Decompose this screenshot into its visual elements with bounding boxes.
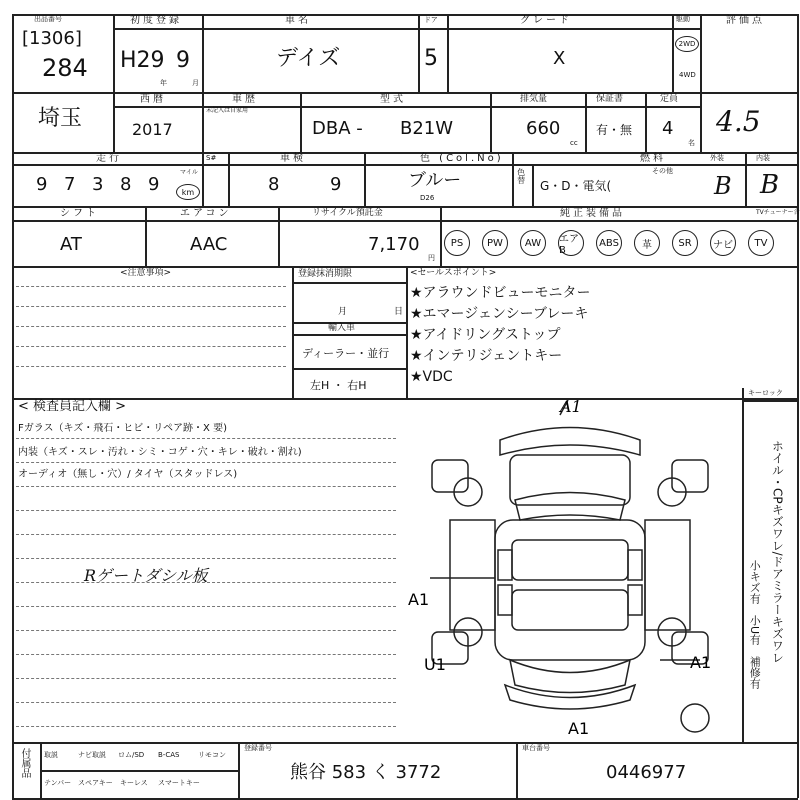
accessories-label: 付属品 <box>19 748 30 778</box>
ac: AAC <box>190 234 228 255</box>
color-no: D26 <box>420 194 435 202</box>
equipment-item: 革 <box>634 230 660 256</box>
displacement-label: 排気量 <box>520 94 548 104</box>
color-label: 色 (Col.No) <box>420 153 504 164</box>
sales-point: ★インテリジェントキー <box>410 348 563 364</box>
inspector-title: < 検査員記入欄 > <box>18 399 127 414</box>
exterior: B <box>714 172 732 200</box>
ac-label: エアコン <box>180 208 232 219</box>
capacity-label: 定員 <box>660 94 679 104</box>
interior-label: 内装 <box>756 154 770 162</box>
model: B21W <box>400 118 454 139</box>
equipment-item: AW <box>520 230 546 256</box>
inspection-year: 8 <box>268 174 280 195</box>
steering-label: 左H ・ 右H <box>310 379 367 392</box>
equipment-item: SR <box>672 230 698 256</box>
recycle-label: リサイクル預託金 <box>312 208 383 218</box>
drive-label: 駆動 <box>676 15 690 23</box>
drive-4wd: 4WD <box>679 71 696 79</box>
car-name-label: 車名 <box>285 15 311 26</box>
score: 4.5 <box>716 105 761 138</box>
sales-point: ★エマージェンシーブレーキ <box>410 306 589 322</box>
diagram-mark-left-rear: U1 <box>424 655 446 674</box>
frame-right <box>797 14 799 798</box>
lot-code: [1306] <box>22 28 82 49</box>
sales-point: ★アイドリングストップ <box>410 327 561 343</box>
inspector-line2: 内装（キズ・スレ・汚れ・シミ・コゲ・穴・キレ・破れ・割れ) <box>18 447 302 458</box>
mileage-digit: 9 <box>36 174 48 195</box>
exterior-label: 外装 <box>710 154 724 162</box>
equipment-label: 純正装備品 <box>560 208 625 219</box>
mileage-digit: 3 <box>92 174 104 195</box>
sharp-label: S# <box>206 154 217 162</box>
model-label: 型式 <box>380 94 406 105</box>
sales-label: <セールスポイント> <box>410 268 497 278</box>
grade: X <box>553 48 566 69</box>
mileage-label: 走行 <box>96 153 122 164</box>
sales-point: ★アラウンドビューモニター <box>410 285 591 301</box>
recycle-unit: 円 <box>428 254 435 262</box>
doors-label: ドア <box>424 16 438 24</box>
plate-label: 登録番号 <box>244 744 272 752</box>
frame-left <box>12 14 14 798</box>
accessory-item: テンパー <box>44 779 72 787</box>
handwritten-note: Rゲートダシル板 <box>84 566 208 585</box>
accessory-item: スマートキー <box>158 779 200 787</box>
tuner-label: TVチューナー含 <box>756 209 800 216</box>
fuel-other: その他 <box>652 167 673 175</box>
color-change-label: 色替 <box>516 168 526 184</box>
equipment-item: エアB <box>558 230 584 256</box>
import-label: 輸入車 <box>328 323 356 333</box>
capacity: 4 <box>662 118 674 139</box>
inspector-line3: オーディオ（無し・穴）/ タイヤ（スタッドレス) <box>18 469 238 480</box>
warranty: 有・無 <box>596 123 633 137</box>
diagram-mark-right-rear: A1 <box>690 653 712 672</box>
chassis: 0446977 <box>606 762 687 783</box>
mileage-unit-km-circled: km <box>176 184 200 200</box>
capacity-unit: 名 <box>688 139 695 147</box>
car-diagram <box>400 400 740 740</box>
year-label: 西暦 <box>140 94 166 105</box>
accessory-item: リモコン <box>198 751 226 759</box>
fuel-label: 燃料 <box>640 153 666 164</box>
first-reg-label: 初度登録 <box>130 15 182 26</box>
year-unit: 年 <box>160 79 167 87</box>
inspection-month: 9 <box>330 174 342 195</box>
doors: 5 <box>424 46 438 71</box>
equipment-item: ナビ <box>710 230 736 256</box>
warranty-label: 保証書 <box>596 94 624 104</box>
displacement-unit: cc <box>570 139 578 147</box>
side-note-1: ホイル・CPキズワレ/ドアミラーキズワレ <box>770 440 785 664</box>
deadline-day: 日 <box>394 307 404 317</box>
history-label: 車歴 <box>232 94 258 105</box>
shift-label: シフト <box>60 208 99 219</box>
mileage-digit: 9 <box>148 174 160 195</box>
diagram-mark-front: A1 <box>560 400 582 416</box>
drive-2wd-circled: 2WD <box>675 36 699 52</box>
caution-label: <注意事項> <box>120 268 172 278</box>
displacement: 660 <box>526 118 561 139</box>
inspector-line1: Fガラス（キズ・飛石・ヒビ・リペア跡・X 要) <box>18 423 227 434</box>
stock-label: 出品番号 <box>34 15 62 23</box>
first-reg-value: H29 <box>120 48 165 73</box>
sales-point: ★VDC <box>410 369 453 385</box>
interior: B <box>760 170 780 200</box>
lot-number: 284 <box>42 54 88 82</box>
chassis-label: 車台番号 <box>522 744 550 752</box>
key-label: キーロック <box>748 389 783 397</box>
equipment-item: PS <box>444 230 470 256</box>
history-sub: 未記入は自家用 <box>206 107 249 114</box>
side-note-2: 小キズ有 小U有 補修有 <box>748 560 762 690</box>
region: 埼玉 <box>38 106 83 131</box>
dealer-label: ディーラー・並行 <box>302 347 390 360</box>
accessory-item: ナビ取説 <box>78 751 106 759</box>
car-name: デイズ <box>276 46 341 71</box>
equipment-item: ABS <box>596 230 622 256</box>
accessory-item: キーレス <box>120 779 148 787</box>
equipment-item: TV <box>748 230 774 256</box>
plate: 熊谷 583 く 3772 <box>290 762 442 783</box>
inspection-label: 車検 <box>280 153 306 164</box>
month-unit: 月 <box>192 79 199 87</box>
accessory-item: B-CAS <box>158 751 180 759</box>
deadline-month: 月 <box>338 307 348 317</box>
diagram-mark-rear: A1 <box>568 719 590 738</box>
shift: AT <box>60 234 82 255</box>
diagram-mark-left: A1 <box>408 590 430 609</box>
mileage-digit: 8 <box>120 174 132 195</box>
reg-deadline-label: 登録抹消期限 <box>298 269 353 279</box>
grade-label: グレード <box>520 15 572 26</box>
color: ブルー <box>408 170 462 191</box>
equipment-item: PW <box>482 230 508 256</box>
accessory-item: ロム/SD <box>118 751 145 759</box>
recycle: 7,170 <box>368 234 420 255</box>
mileage-unit-mile: マイル <box>180 169 198 176</box>
accessory-item: 取説 <box>44 751 58 759</box>
year: 2017 <box>132 120 173 139</box>
score-label: 評価点 <box>726 15 765 26</box>
fuel-options: G・D・電気( <box>540 179 612 193</box>
accessory-item: スペアキー <box>78 779 113 787</box>
mileage-digit: 7 <box>64 174 76 195</box>
first-reg-month: 9 <box>176 48 190 73</box>
model-prefix: DBA - <box>312 118 363 139</box>
